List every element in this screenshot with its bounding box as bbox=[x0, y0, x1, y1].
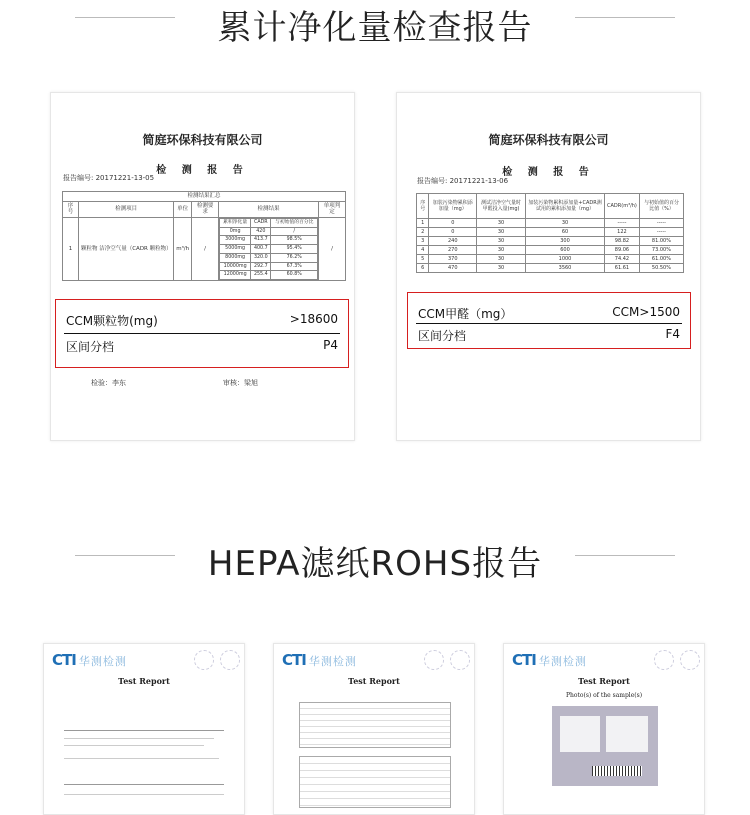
table-header: 序号 bbox=[417, 194, 429, 219]
divider bbox=[416, 323, 682, 324]
barcode-icon bbox=[592, 766, 642, 776]
table-header: 单项判定 bbox=[319, 201, 346, 217]
document-title: 检 测 报 告 bbox=[502, 167, 595, 178]
table-cell: / bbox=[192, 217, 219, 280]
watermark-icon bbox=[654, 650, 674, 670]
sub-cell: 10000mg bbox=[220, 262, 251, 271]
table-header: 检测要求 bbox=[192, 201, 219, 217]
table-cell: 1 bbox=[63, 217, 79, 280]
table-row: 6 470 30 3560 61.61 50.50% bbox=[417, 264, 684, 273]
table-header: 序号 bbox=[63, 201, 79, 217]
watermark-icon bbox=[424, 650, 444, 670]
title-rule-right bbox=[575, 555, 675, 556]
report-number: 报告编号: 20171221-13-06 bbox=[417, 177, 509, 185]
sub-cell: 320.0 bbox=[251, 253, 271, 262]
sub-cell: 255.4 bbox=[251, 271, 271, 280]
company-name: 简庭环保科技有限公司 bbox=[142, 133, 263, 147]
results-table-thumbnail bbox=[299, 702, 451, 748]
sub-cell: 5000mg bbox=[220, 245, 251, 254]
ccm-particulate-highlight bbox=[55, 299, 349, 368]
table-row: 4 270 30 600 89.06 73.00% bbox=[417, 246, 684, 255]
sub-header: 与初始值的百分比 bbox=[271, 218, 318, 227]
table-cell: / bbox=[319, 217, 346, 280]
cti-report-card-1 bbox=[43, 643, 245, 815]
table-row: 3 240 30 300 98.82 81.00% bbox=[417, 237, 684, 246]
grade-row bbox=[418, 327, 680, 344]
cti-report-card-3 bbox=[503, 643, 705, 815]
report-number: 报告编号: 20171221-13-05 bbox=[63, 174, 155, 182]
ccm-row bbox=[66, 312, 338, 329]
document-title: 检 测 报 告 bbox=[156, 165, 249, 176]
sub-cell: 60.8% bbox=[271, 271, 318, 280]
watermark-icon bbox=[194, 650, 214, 670]
results-table bbox=[62, 191, 346, 281]
cti-logo bbox=[52, 650, 127, 669]
grade-value: P4 bbox=[323, 338, 338, 352]
rule bbox=[64, 784, 224, 785]
watermark-icon bbox=[680, 650, 700, 670]
sub-cell: 8000mg bbox=[220, 253, 251, 262]
table-row: 2 0 30 60 122 ----- bbox=[417, 228, 684, 237]
sub-cell: 3000mg bbox=[220, 236, 251, 245]
sub-cell: 98.5% bbox=[271, 236, 318, 245]
cti-logo bbox=[282, 650, 357, 669]
ccm-row bbox=[418, 305, 680, 322]
sub-cell: 95.4% bbox=[271, 245, 318, 254]
results-table-thumbnail bbox=[299, 756, 451, 808]
rule bbox=[64, 730, 224, 731]
table-header: 加装污染物累积添加量（mg） bbox=[429, 194, 477, 219]
table-header: 单位 bbox=[174, 201, 192, 217]
sub-cell: 400.7 bbox=[251, 245, 271, 254]
watermark-icon bbox=[220, 650, 240, 670]
cti-logo-cn: 华测检测 bbox=[78, 655, 127, 668]
grade-row bbox=[66, 338, 338, 355]
sub-table bbox=[219, 218, 318, 280]
sample-sheet bbox=[606, 716, 648, 752]
report-card-formaldehyde bbox=[396, 92, 701, 441]
section-title-purification: 累计净化量检查报告 bbox=[217, 8, 533, 48]
sub-cell: 76.2% bbox=[271, 253, 318, 262]
table-header: 检测结果 bbox=[219, 201, 319, 217]
ccm-value: CCM>1500 bbox=[612, 305, 680, 319]
sample-sheet bbox=[560, 716, 600, 752]
rule bbox=[64, 738, 214, 739]
ccm-value: >18600 bbox=[289, 312, 338, 326]
sub-cell: 67.3% bbox=[271, 262, 318, 271]
table-cell: m³/h bbox=[174, 217, 192, 280]
watermark-icon bbox=[450, 650, 470, 670]
sub-header: 累积净化量 bbox=[220, 218, 251, 227]
sub-cell: 12000mg bbox=[220, 271, 251, 280]
sub-cell: / bbox=[271, 227, 318, 236]
table-header: 测试洁净空气量时甲醛投入量(mg) bbox=[477, 194, 526, 219]
test-report-title: Test Report bbox=[348, 676, 400, 686]
cti-logo-text: CTI bbox=[512, 651, 536, 669]
test-report-title: Test Report bbox=[118, 676, 170, 686]
ccm-label: CCM颗粒物(mg) bbox=[66, 314, 158, 328]
divider bbox=[64, 333, 340, 334]
cti-logo-cn: 华测检测 bbox=[538, 655, 587, 668]
cti-logo-cn: 华测检测 bbox=[308, 655, 357, 668]
cti-logo-text: CTI bbox=[282, 651, 306, 669]
rule bbox=[64, 758, 219, 759]
title-rule-right bbox=[575, 17, 675, 18]
table-header: 检测项目 bbox=[78, 201, 173, 217]
grade-value: F4 bbox=[665, 327, 680, 341]
table-header: 与初始值的百分比值（%） bbox=[639, 194, 683, 219]
sub-cell: 292.7 bbox=[251, 262, 271, 271]
grade-label: 区间分档 bbox=[418, 329, 467, 343]
test-report-title: Test Report bbox=[578, 676, 630, 686]
cti-report-card-2 bbox=[273, 643, 475, 815]
inspector: 检验：李东 bbox=[91, 379, 126, 387]
ccm-label: CCM甲醛（mg） bbox=[418, 307, 513, 321]
company-name: 简庭环保科技有限公司 bbox=[488, 133, 609, 147]
sub-cell: 413.7 bbox=[251, 236, 271, 245]
reviewer: 审核：梁旭 bbox=[223, 379, 258, 387]
rule bbox=[64, 794, 224, 795]
report-card-particulate bbox=[50, 92, 355, 441]
sub-cell: 0mg bbox=[220, 227, 251, 236]
sub-cell: 420 bbox=[251, 227, 271, 236]
sub-header: CADR bbox=[251, 218, 271, 227]
results-table bbox=[416, 193, 684, 273]
table-row: 1 0 30 30 ----- ----- bbox=[417, 219, 684, 228]
cti-logo bbox=[512, 650, 587, 669]
rule bbox=[64, 745, 204, 746]
table-cell: 颗粒物 洁净空气量（CADR 颗粒物） bbox=[78, 217, 173, 280]
table-header: CADR(m³/h) bbox=[605, 194, 640, 219]
section-title-hepa: HEPA滤纸ROHS报告 bbox=[207, 544, 543, 584]
table-header: 加装污染物累积添加量+CADR测试用的累积添加量（mg） bbox=[526, 194, 605, 219]
table-caption: 检测结果汇总 bbox=[63, 192, 346, 202]
ccm-formaldehyde-highlight bbox=[407, 292, 691, 349]
sample-photo bbox=[552, 706, 658, 786]
cti-logo-text: CTI bbox=[52, 651, 76, 669]
table-row: 5 370 30 1000 74.42 61.00% bbox=[417, 255, 684, 264]
grade-label: 区间分档 bbox=[66, 340, 115, 354]
photo-subtitle: Photo(s) of the sample(s) bbox=[565, 692, 643, 699]
